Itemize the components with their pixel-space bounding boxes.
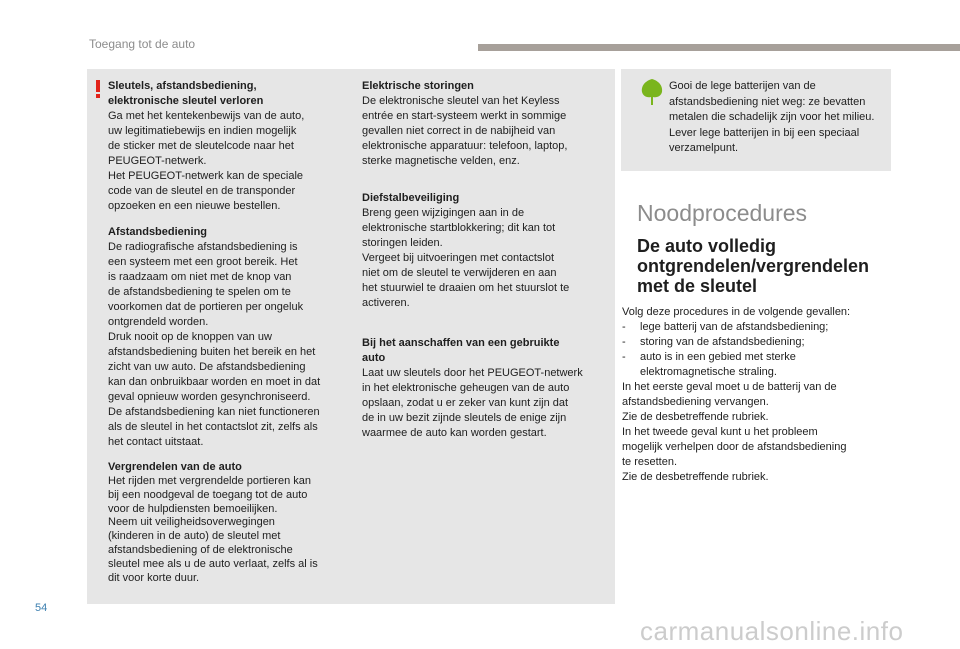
section-heading-electrical: Elektrische storingen bbox=[362, 80, 474, 92]
column-2 bbox=[362, 79, 612, 441]
list-item: - storing van de afstandsbediening; bbox=[622, 336, 805, 348]
running-header-title: Toegang tot de auto bbox=[89, 37, 196, 51]
subsection-title: De auto volledig ontgrendelen/vergrendelen met de sleutel bbox=[637, 236, 870, 296]
section-heading-lost-keys: Sleutels, afstandsbediening, elektronische sleutel verloren bbox=[108, 80, 264, 107]
list-item: - lege batterij van de afstandsbediening; bbox=[622, 321, 829, 333]
list-item: - auto is in een gebied met sterke elektromagnetische straling. bbox=[622, 351, 796, 378]
section-body-used-car: Laat uw sleutels door het PEUGEOT-netwerk in het elektronische geheugen van de auto opslaan, zodat u er zeker van kunt zijn dat de in uw bezit zijnde sleutels de enige zijn waarmee de auto kan worden gestart. bbox=[362, 367, 583, 439]
section-body-electrical: De elektronische sleutel van het Keyless entrée en start-systeem werkt in sommige gevallen niet correct in de nabijheid van elektronische apparatuur: telefoon, laptop, sterke magnetische velden, enz. bbox=[362, 95, 568, 167]
watermark: carmanualsonline.info bbox=[640, 616, 904, 646]
procedure-list bbox=[622, 320, 892, 380]
section-body-locking: Het rijden met vergrendelde portieren kan bij een noodgeval de toegang tot de auto voor de hulpdiensten bemoeilijken. Neem uit veiligheidsoverwegingen (kinderen in de auto) de sleutel met afstandsbediening of de elektronische sleutel mee als u de auto verlaat, zelfs al is dit voor korte duur. bbox=[108, 475, 318, 584]
section-heading-used-car: Bij het aanschaffen van een gebruikte auto bbox=[362, 337, 560, 364]
procedure-text bbox=[622, 305, 892, 485]
section-heading-locking: Vergrendelen van de auto bbox=[108, 461, 242, 473]
eco-note-body: Gooi de lege batterijen van de afstandsbediening niet weg: ze bevatten metalen die schadelijk zijn voor het milieu. Lever lege batterijen in bij een speciaal verzamelpunt. bbox=[669, 80, 875, 154]
section-body-lost-keys: Ga met het kentekenbewijs van de auto, uw legitimatiebewijs en indien mogelijk de sticker met de sleutelcode naar het PEUGEOT-netwerk. Het PEUGEOT-netwerk kan de speciale code van de sleutel en de transponder opzoeken en een nieuwe bestellen. bbox=[108, 110, 305, 212]
section-title: Noodprocedures bbox=[637, 200, 808, 226]
procedure-outro: In het eerste geval moet u de batterij van de afstandsbediening vervangen. Zie de desbetreffende rubriek. In het tweede geval kunt u het probleem mogelijk verhelpen door de afstandsbediening te resetten. Zie de desbetreffende rubriek. bbox=[622, 381, 847, 483]
section-body-antitheft: Breng geen wijzigingen aan in de elektronische startblokkering; dit kan tot storingen leiden. Vergeet bij uitvoeringen met contactslot niet om de sleutel te verwijderen en aan het stuurwiel te draaien om het stuurslot te activeren. bbox=[362, 207, 570, 309]
header-bar bbox=[478, 44, 960, 51]
procedure-intro: Volg deze procedures in de volgende gevallen: bbox=[622, 306, 851, 318]
section-heading-remote: Afstandsbediening bbox=[108, 226, 208, 238]
section-heading-antitheft: Diefstalbeveiliging bbox=[362, 192, 460, 204]
page-number: 54 bbox=[35, 602, 48, 614]
section-body-remote: De radiografische afstandsbediening is een systeem met een groot bereik. Het is raadzaam om niet met de knop van de afstandsbediening te spelen om te voorkomen dat de portieren per ongeluk ontgrendeld worden. Druk nooit op de knoppen van uw afstandsbediening buiten het bereik en het zicht van uw auto. De afstandsbediening kan dan onbruikbaar worden en moet in dat geval opnieuw worden gesynchroniseerd. De afstandsbediening kan niet functioneren als de sleutel in het contactslot zit, zelfs als het contact uitstaat. bbox=[108, 241, 321, 448]
exclamation-warning-icon bbox=[93, 80, 103, 98]
leaf-environment-icon bbox=[640, 78, 664, 106]
column-1 bbox=[108, 79, 348, 585]
eco-note-text bbox=[669, 79, 891, 157]
